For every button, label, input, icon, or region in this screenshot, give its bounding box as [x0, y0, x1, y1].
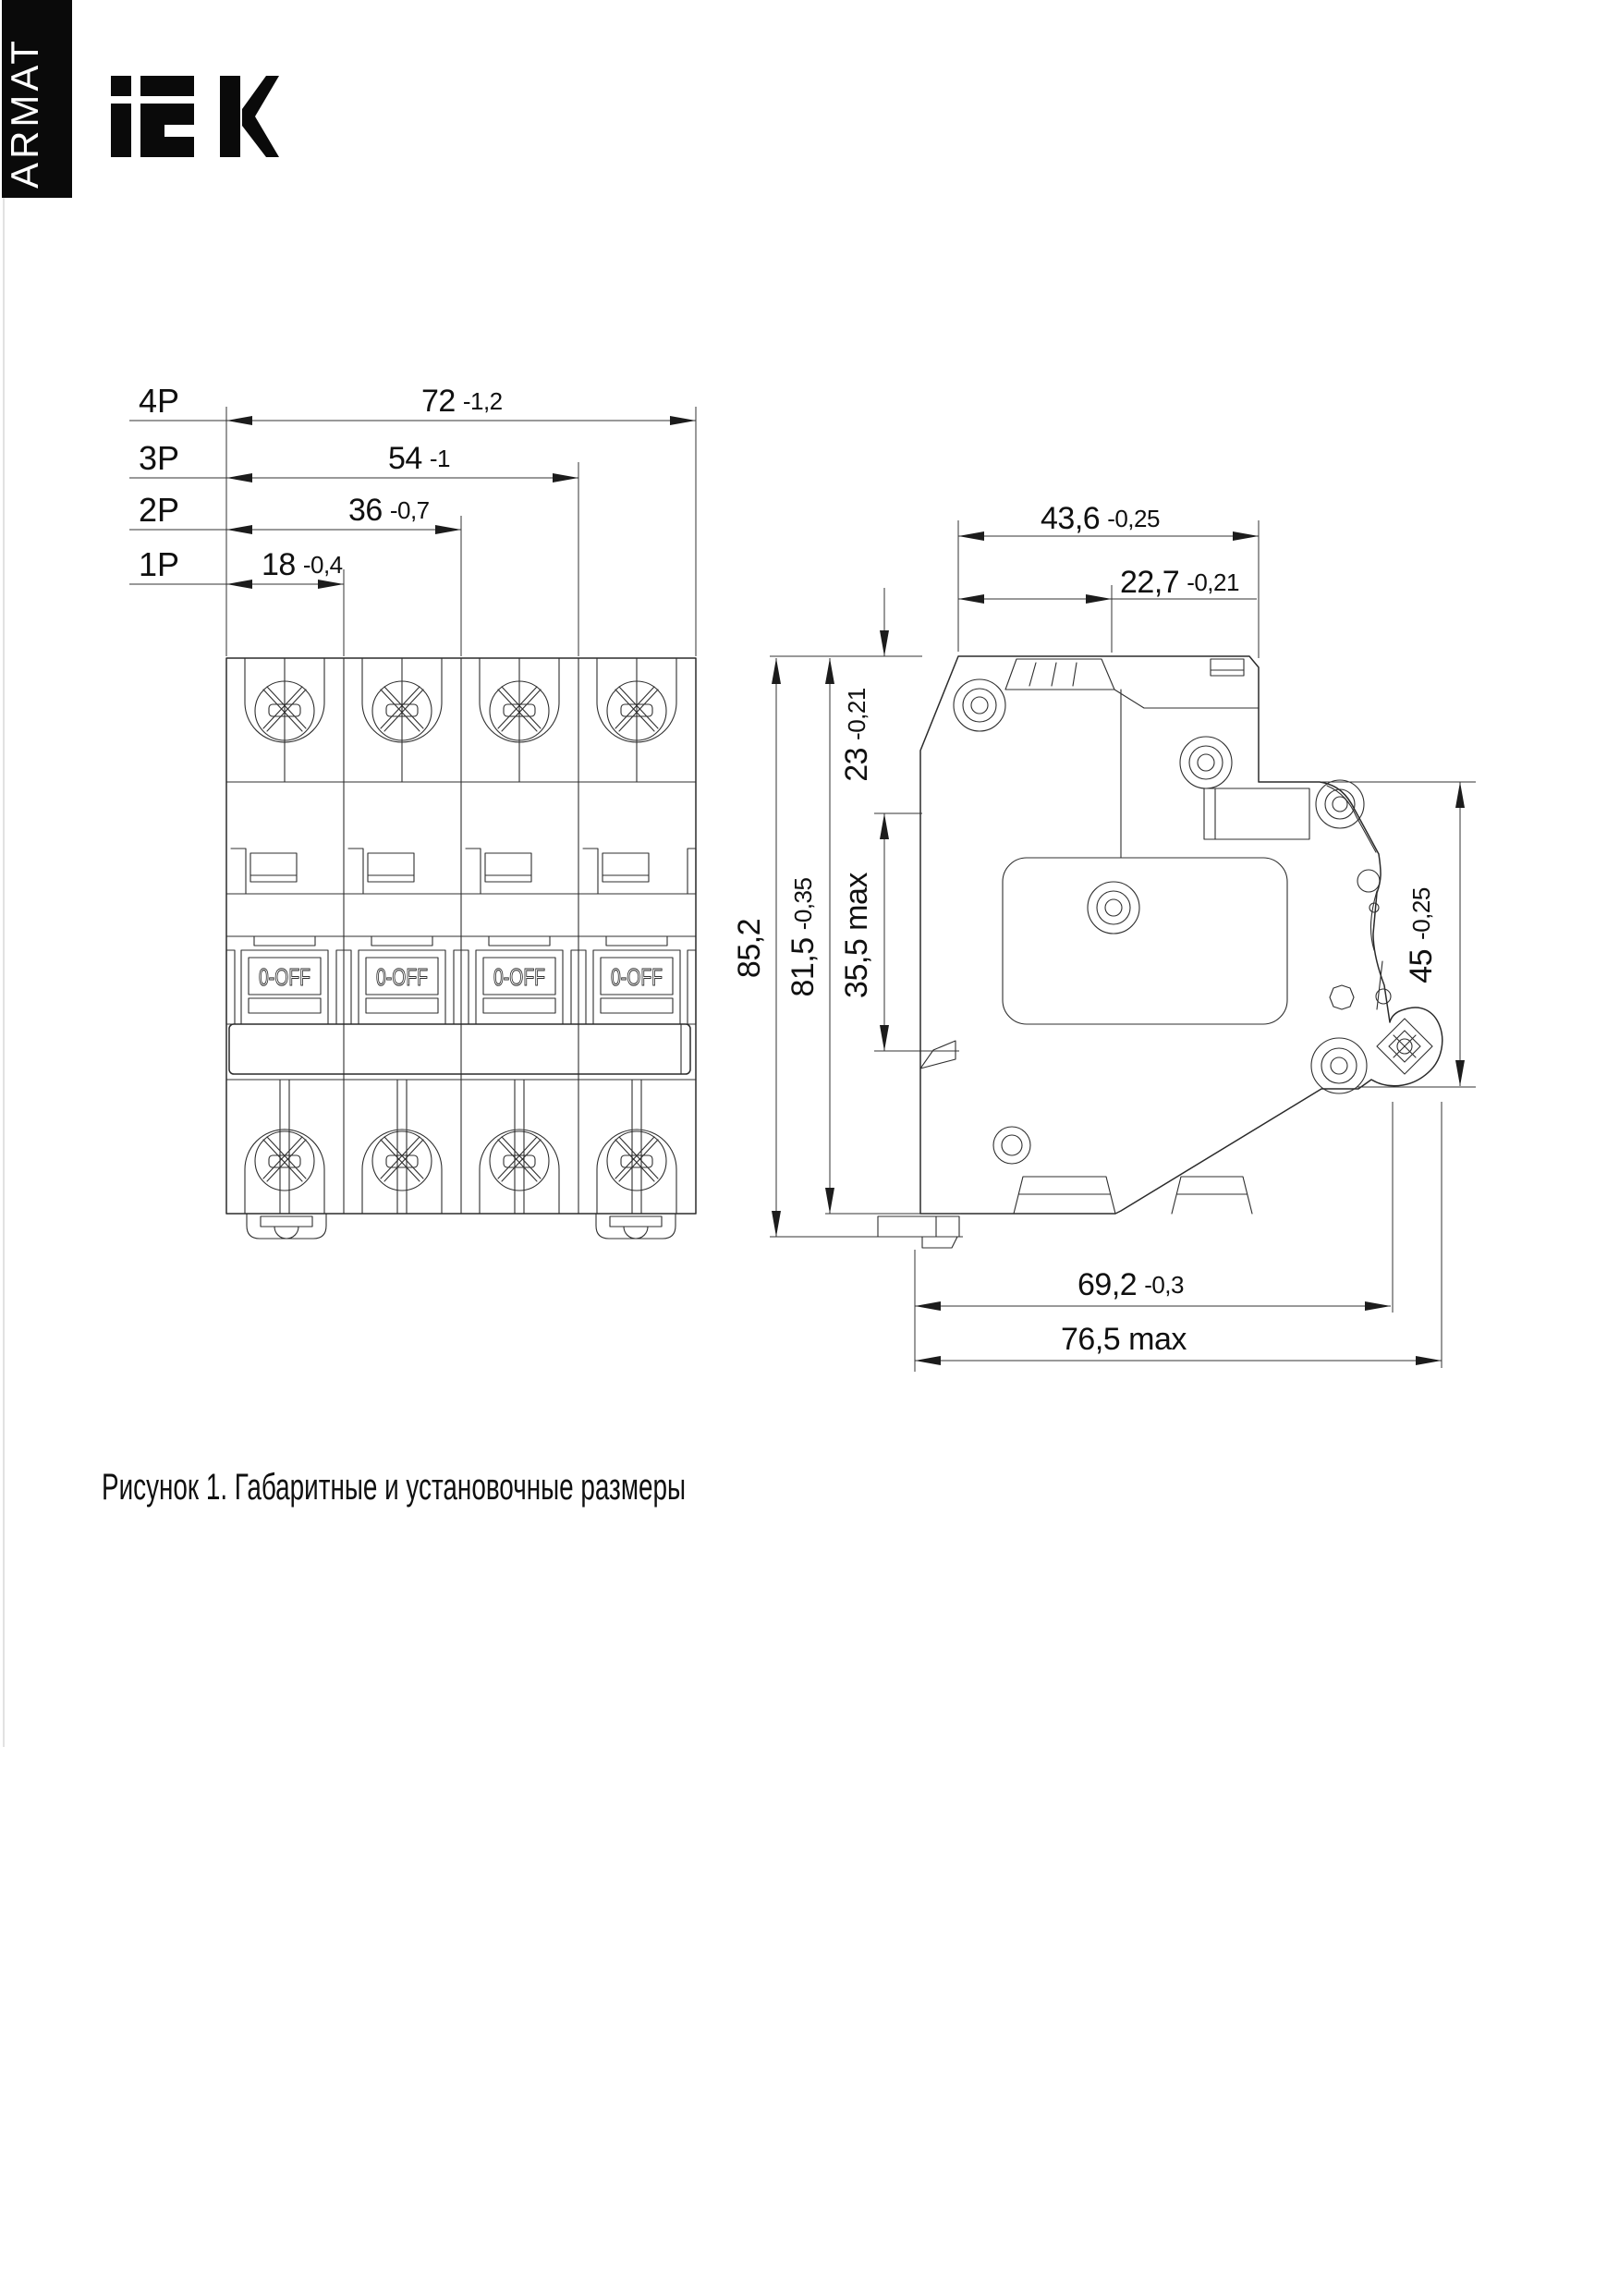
pole-label: 3P	[139, 439, 180, 477]
din-clip	[878, 1041, 959, 1248]
dim-text: 18 -0,4	[262, 547, 343, 582]
brand-sidebar-label: ARMAT	[3, 37, 46, 189]
toggle-window	[241, 950, 328, 1024]
dim-text: 54 -1	[388, 441, 450, 476]
dim-text: 23-0,21	[839, 688, 874, 782]
dim-text: 81,5-0,35	[785, 877, 821, 997]
dim-text: 85,2	[732, 918, 767, 979]
pole-label: 1P	[139, 545, 180, 583]
dim-text: 76,5 max	[1061, 1322, 1187, 1357]
side-view	[878, 656, 1442, 1248]
dim-body-height	[785, 658, 834, 1214]
handle-tie-bar	[229, 1024, 690, 1074]
figure-caption: Рисунок 1. Габаритные и установочные размеры	[102, 1467, 686, 1508]
vent-slot	[1211, 659, 1244, 676]
dim-front-height	[1404, 782, 1465, 1086]
label-plate	[1204, 788, 1309, 839]
pole-label: 4P	[139, 382, 180, 420]
pole-label: 2P	[139, 491, 180, 529]
dim-overall-height	[732, 658, 781, 1237]
dim-text: 69,2 -0,3	[1077, 1267, 1184, 1302]
dim-pole-1p	[129, 545, 344, 589]
dim-top-to-clip	[839, 588, 889, 782]
dim-pole-2p	[129, 491, 461, 534]
dim-text: 45-0,25	[1404, 887, 1439, 983]
dim-text: 35,5 max	[839, 873, 874, 998]
brand-sidebar	[2, 0, 72, 198]
toggle-state-label: 0-OFF	[493, 963, 545, 991]
toggle-state-label: 0-OFF	[376, 963, 428, 991]
iek-logo-icon	[111, 76, 279, 157]
side-view-dimensions	[732, 501, 1476, 1372]
toggle-state-label: 0-OFF	[611, 963, 663, 991]
toggle-state-label: 0-OFF	[259, 963, 310, 991]
dim-text: 72 -1,2	[421, 384, 503, 419]
toggle-window	[359, 950, 445, 1024]
dim-handle-width	[958, 565, 1257, 604]
rail-channel-feet	[1014, 1177, 1252, 1214]
dim-clip-zone	[839, 813, 889, 1051]
toggle-handle	[1005, 659, 1259, 858]
dim-overall-width	[958, 501, 1259, 541]
dim-text: 43,6 -0,25	[1041, 501, 1160, 536]
front-view-dimensions	[129, 382, 696, 656]
recess-panel	[1003, 858, 1287, 1024]
din-feet	[247, 1214, 676, 1239]
fixing-tabs	[231, 849, 696, 894]
dim-mount-depth	[915, 1267, 1391, 1311]
terminal-screw	[1377, 1019, 1432, 1074]
dim-pole-4p	[129, 382, 696, 425]
front-view	[226, 658, 696, 1239]
dim-overall-depth	[915, 1322, 1442, 1365]
dim-pole-3p	[129, 439, 578, 482]
dim-text: 22,7 -0,21	[1120, 565, 1239, 600]
toggle-window	[476, 950, 563, 1024]
dim-text: 36 -0,7	[348, 493, 430, 528]
toggle-window	[593, 950, 680, 1024]
rivets	[954, 679, 1367, 1164]
